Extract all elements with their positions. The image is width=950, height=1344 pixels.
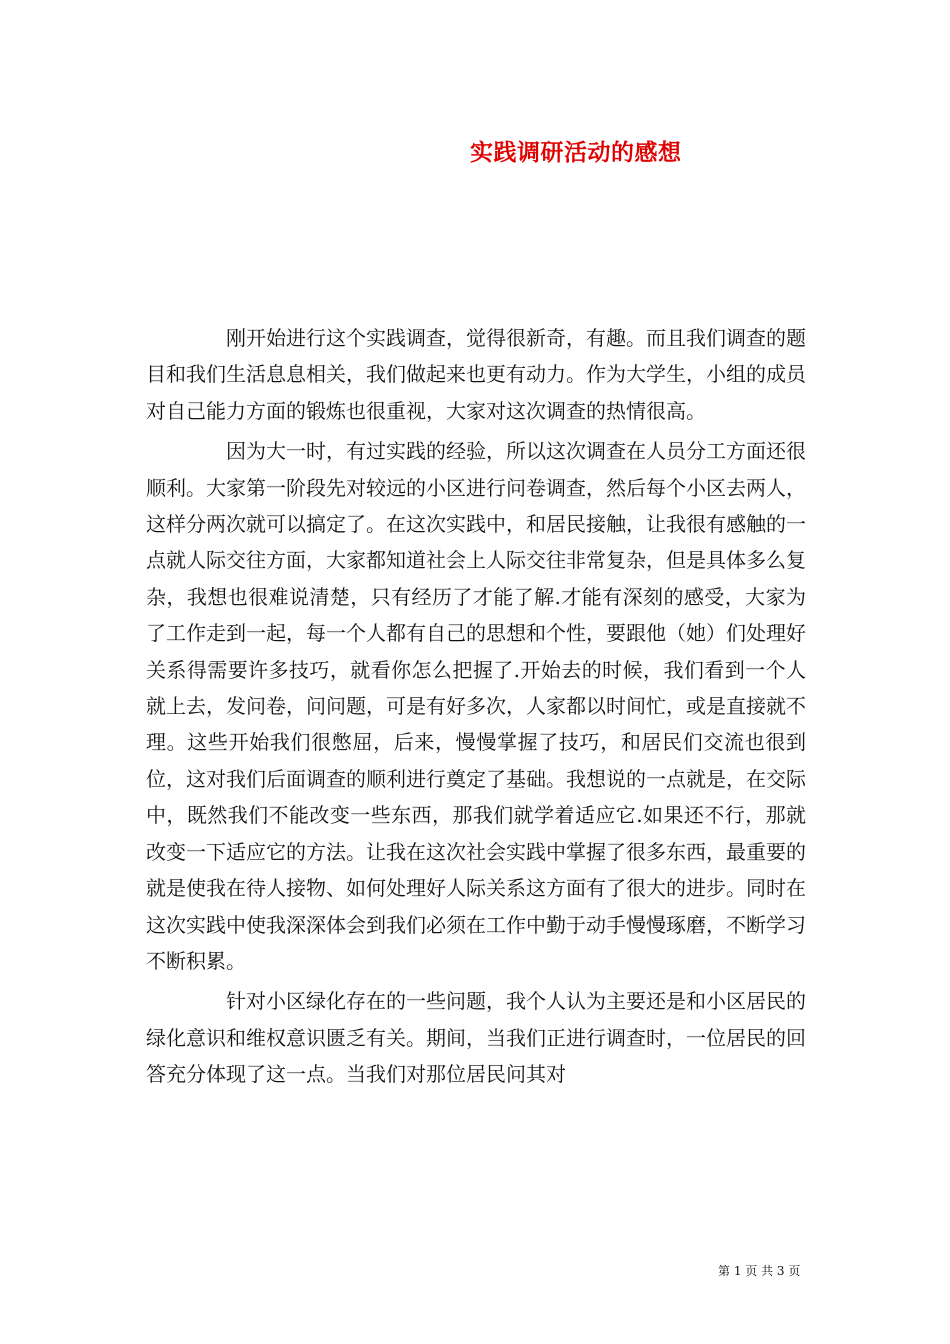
paragraph-2: 因为大一时，有过实践的经验，所以这次调查在人员分工方面还很顺利。大家第一阶段先对较远的小区进行问卷调查，然后每个小区去两人，这样分两次就可以搞定了。在这次实践中，和居民接触，让我很有感触的一点就人际交往方面，大家都知道社会上人际交往非常复杂，但是具体多么复杂，我想也很难说清楚，只有经历了才能了解.才能有深刻的感受，大家为了工作走到一起，每一个人都有自己的思想和个性，要跟他（她）们处理好关系得需要许多技巧，就看你怎么把握了.开始去的时候，我们看到一个人就上去，发问卷，问问题，可是有好多次，人家都以时间忙，或是直接就不理。这些开始我们很憋屈，后来，慢慢掌握了技巧，和居民们交流也很到位，这对我们后面调查的顺利进行奠定了基础。我想说的一点就是，在交际中，既然我们不能改变一些东西，那我们就学着适应它.如果还不行，那就改变一下适应它的方法。让我在这次社会实践中掌握了很多东西，最重要的就是使我在待人接物、如何处理好人际关系这方面有了很大的进步。同时在这次实践中使我深深体会到我们必须在工作中勤于动手慢慢琢磨，不断学习不断积累。 (146, 439, 806, 973)
paragraph-1: 刚开始进行这个实践调查，觉得很新奇，有趣。而且我们调查的题目和我们生活息息相关，我们做起来也更有动力。作为大学生，小组的成员对自己能力方面的锻炼也很重视，大家对这次调查的热情很高。 (146, 326, 806, 423)
paragraph-3: 针对小区绿化存在的一些问题，我个人认为主要还是和小区居民的绿化意识和维权意识匮乏有关。期间，当我们正进行调查时，一位居民的回答充分体现了这一点。当我们对那位居民问其对 (146, 989, 806, 1087)
page-number-footer: 第 1 页 共 3 页 (718, 1264, 801, 1278)
document-body (146, 320, 806, 1097)
document-title: 实践调研活动的感想 (470, 139, 682, 166)
